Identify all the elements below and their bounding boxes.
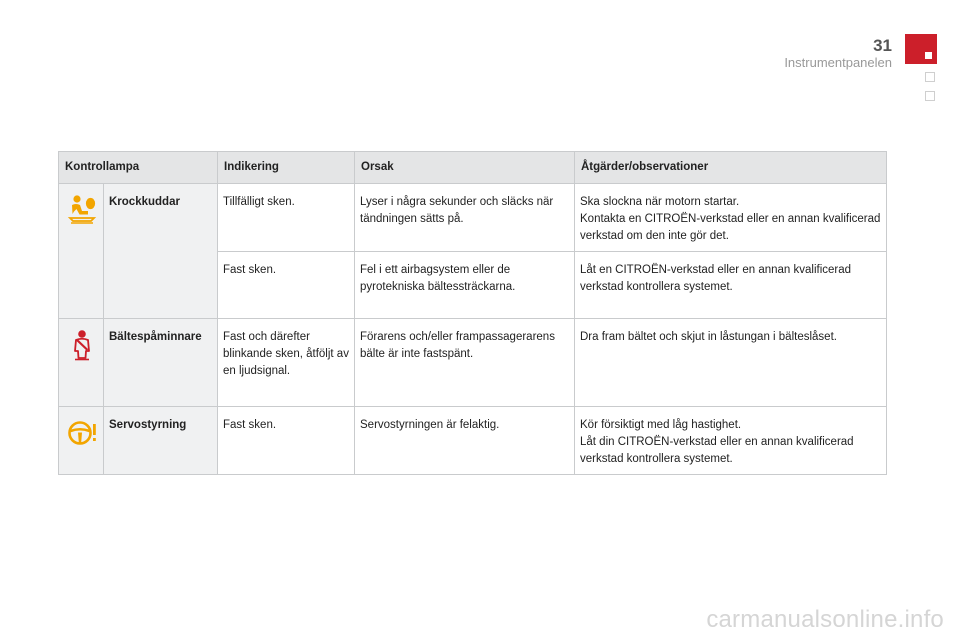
lamp-icon-cell xyxy=(59,319,104,407)
chapter-box-marker xyxy=(925,91,935,101)
column-header: Orsak xyxy=(355,152,575,184)
seatbelt-warning-icon xyxy=(67,329,97,361)
indikering-cell: Fast sken. xyxy=(218,252,355,319)
power-steering-warning-icon xyxy=(67,417,97,449)
warning-lamp-table xyxy=(58,151,887,475)
indikering-cell: Tillfälligt sken. xyxy=(218,184,355,252)
orsak-cell: Lyser i några sekunder och släcks när tändningen sätts på. xyxy=(355,184,575,252)
lamp-icon-cell xyxy=(59,407,104,475)
atgard-cell xyxy=(575,319,887,407)
atgard-cell xyxy=(575,184,887,252)
atgard-line: Dra fram bältet och skjut in låstungan i bälteslåset. xyxy=(580,331,837,343)
atgard-line: Kör försiktigt med låg hastighet. xyxy=(580,419,742,431)
table-row xyxy=(59,407,887,475)
lamp-name: Bältespåminnare xyxy=(104,319,218,407)
column-header: Åtgärder/observationer xyxy=(575,152,887,184)
lamp-name: Servostyrning xyxy=(104,407,218,475)
chapter-tab-marker xyxy=(905,34,937,64)
atgard-cell xyxy=(575,407,887,475)
section-title: Instrumentpanelen xyxy=(784,55,892,70)
table-row xyxy=(59,319,887,407)
watermark: carmanualsonline.info xyxy=(706,606,944,633)
page-number: 31 xyxy=(873,36,892,55)
indikering-cell: Fast och därefter blinkande sken, åtföljt av en ljudsignal. xyxy=(218,319,355,407)
airbag-warning-icon xyxy=(67,194,97,226)
lamp-icon-cell xyxy=(59,184,104,319)
indikering-cell: Fast sken. xyxy=(218,407,355,475)
table-row xyxy=(59,184,887,252)
column-header: Indikering xyxy=(218,152,355,184)
atgard-line: Ska slockna när motorn startar. xyxy=(580,196,740,208)
column-header: Kontrollampa xyxy=(59,152,218,184)
table-header-row xyxy=(59,152,887,184)
atgard-cell xyxy=(575,252,887,319)
atgard-line: Låt en CITROËN-verkstad eller en annan kvalificerad verkstad kontrollera systemet. xyxy=(580,264,852,293)
chapter-box-marker xyxy=(925,72,935,82)
orsak-cell: Servostyrningen är felaktig. xyxy=(355,407,575,475)
orsak-cell: Förarens och/eller frampassagerarens bälte är inte fastspänt. xyxy=(355,319,575,407)
atgard-line: Låt din CITROËN-verkstad eller en annan kvalificerad verkstad kontrollera systemet. xyxy=(580,436,854,465)
atgard-line: Kontakta en CITROËN-verkstad eller en annan kvalificerad verkstad om den inte gör det. xyxy=(580,213,881,242)
lamp-name: Krockkuddar xyxy=(104,184,218,319)
orsak-cell: Fel i ett airbagsystem eller de pyrotekniska bältessträckarna. xyxy=(355,252,575,319)
